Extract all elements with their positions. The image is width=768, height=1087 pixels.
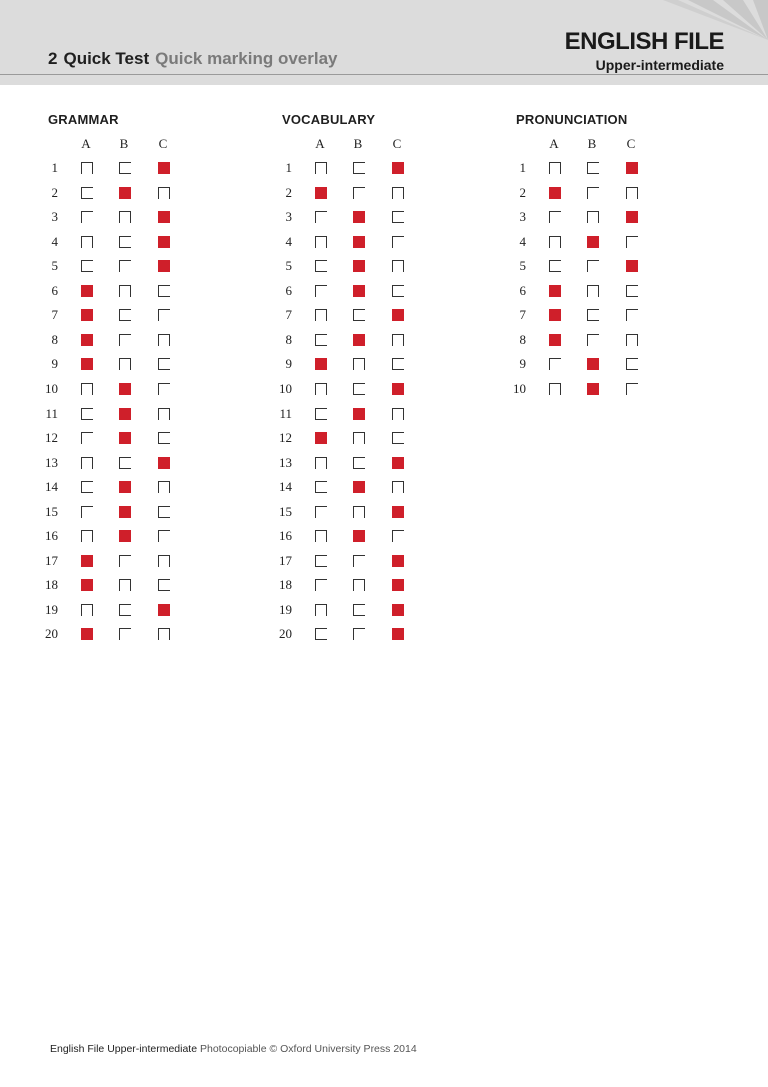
answer-box[interactable] bbox=[549, 236, 561, 248]
answer-box-marked[interactable] bbox=[158, 162, 170, 174]
answer-box-marked[interactable] bbox=[158, 211, 170, 223]
question-number: 5 bbox=[51, 258, 58, 274]
column-letter-a: A bbox=[81, 136, 91, 151]
question-number: 5 bbox=[285, 258, 292, 274]
answer-box[interactable] bbox=[81, 432, 93, 444]
answer-box[interactable] bbox=[158, 530, 170, 542]
answer-box-marked[interactable] bbox=[587, 358, 599, 370]
answer-box-marked[interactable] bbox=[81, 628, 93, 640]
answer-box[interactable] bbox=[81, 457, 93, 469]
answer-box[interactable] bbox=[158, 187, 170, 199]
answer-box-marked[interactable] bbox=[353, 211, 365, 223]
question-number: 12 bbox=[279, 430, 292, 446]
answer-box-marked[interactable] bbox=[392, 162, 404, 174]
test-title: Quick Test bbox=[63, 49, 150, 68]
brand-logo bbox=[565, 30, 724, 73]
answer-box[interactable] bbox=[158, 309, 170, 321]
answer-box[interactable] bbox=[119, 334, 131, 346]
page-footer bbox=[50, 1043, 417, 1055]
question-number: 4 bbox=[285, 233, 292, 249]
answer-box[interactable] bbox=[392, 187, 404, 199]
question-number: 20 bbox=[45, 626, 58, 642]
answer-box[interactable] bbox=[587, 285, 599, 297]
column-letter-c: C bbox=[392, 136, 402, 151]
answer-box[interactable] bbox=[549, 260, 561, 272]
answer-box[interactable] bbox=[353, 162, 365, 174]
answer-box-marked[interactable] bbox=[158, 457, 170, 469]
answer-box[interactable] bbox=[119, 211, 131, 223]
question-number: 16 bbox=[279, 528, 292, 544]
column-letter-b: B bbox=[587, 136, 597, 151]
answer-box-marked[interactable] bbox=[81, 579, 93, 591]
question-number: 9 bbox=[51, 356, 58, 372]
answer-box[interactable] bbox=[81, 187, 93, 199]
answer-box[interactable] bbox=[158, 285, 170, 297]
answer-box[interactable] bbox=[353, 309, 365, 321]
answer-box[interactable] bbox=[315, 285, 327, 297]
answer-box-marked[interactable] bbox=[119, 383, 131, 395]
answer-box[interactable] bbox=[81, 260, 93, 272]
answer-box[interactable] bbox=[315, 604, 327, 616]
answer-box[interactable] bbox=[119, 260, 131, 272]
section-heading-pronunciation: PRONUNCIATION bbox=[516, 112, 628, 127]
answer-box-marked[interactable] bbox=[549, 285, 561, 297]
column-letter-b: B bbox=[353, 136, 363, 151]
answer-box-marked[interactable] bbox=[392, 383, 404, 395]
answer-box[interactable] bbox=[587, 260, 599, 272]
answer-box-marked[interactable] bbox=[119, 530, 131, 542]
answer-box[interactable] bbox=[119, 579, 131, 591]
answer-box-marked[interactable] bbox=[81, 358, 93, 370]
answer-box[interactable] bbox=[119, 162, 131, 174]
question-number: 6 bbox=[51, 282, 58, 298]
question-number: 15 bbox=[279, 503, 292, 519]
page-header bbox=[0, 0, 768, 85]
answer-box[interactable] bbox=[315, 260, 327, 272]
answer-box-marked[interactable] bbox=[626, 211, 638, 223]
answer-box[interactable] bbox=[81, 506, 93, 518]
question-number: 13 bbox=[45, 454, 58, 470]
answer-box[interactable] bbox=[158, 358, 170, 370]
question-number: 11 bbox=[279, 405, 292, 421]
question-number: 7 bbox=[519, 307, 526, 323]
test-subtitle: Quick marking overlay bbox=[155, 49, 338, 68]
question-number: 7 bbox=[51, 307, 58, 323]
answer-box-marked[interactable] bbox=[353, 285, 365, 297]
question-number: 19 bbox=[45, 601, 58, 617]
question-number: 8 bbox=[51, 331, 58, 347]
section-heading-vocabulary: VOCABULARY bbox=[282, 112, 376, 127]
answer-box[interactable] bbox=[158, 383, 170, 395]
answer-box[interactable] bbox=[315, 334, 327, 346]
answer-box[interactable] bbox=[353, 358, 365, 370]
question-number: 18 bbox=[45, 577, 58, 593]
answer-box[interactable] bbox=[158, 579, 170, 591]
answer-box[interactable] bbox=[549, 211, 561, 223]
answer-box[interactable] bbox=[392, 530, 404, 542]
question-number: 3 bbox=[51, 209, 58, 225]
question-number: 15 bbox=[45, 503, 58, 519]
question-number: 13 bbox=[279, 454, 292, 470]
answer-box-marked[interactable] bbox=[549, 187, 561, 199]
question-number: 10 bbox=[279, 380, 292, 396]
answer-box[interactable] bbox=[353, 604, 365, 616]
answer-box[interactable] bbox=[81, 530, 93, 542]
question-number: 10 bbox=[513, 380, 526, 396]
answer-box-marked[interactable] bbox=[315, 432, 327, 444]
answer-box-marked[interactable] bbox=[587, 383, 599, 395]
answer-box[interactable] bbox=[587, 211, 599, 223]
header-divider bbox=[0, 74, 768, 75]
answer-box[interactable] bbox=[315, 457, 327, 469]
question-number: 4 bbox=[519, 233, 526, 249]
answer-box[interactable] bbox=[392, 260, 404, 272]
question-number: 6 bbox=[285, 282, 292, 298]
answer-box[interactable] bbox=[549, 358, 561, 370]
answer-box-marked[interactable] bbox=[119, 506, 131, 518]
answer-box[interactable] bbox=[353, 579, 365, 591]
answer-box[interactable] bbox=[81, 162, 93, 174]
footer-rights: Photocopiable © Oxford University Press 2014 bbox=[200, 1043, 417, 1055]
question-number: 17 bbox=[45, 552, 58, 568]
answer-box[interactable] bbox=[81, 408, 93, 420]
answer-box[interactable] bbox=[549, 383, 561, 395]
column-letter-b: B bbox=[119, 136, 129, 151]
answer-box[interactable] bbox=[392, 236, 404, 248]
answer-box[interactable] bbox=[119, 604, 131, 616]
unit-number: 2 bbox=[48, 49, 58, 68]
answer-box[interactable] bbox=[119, 236, 131, 248]
footer-book-title: English File Upper-intermediate bbox=[50, 1043, 198, 1055]
answer-box[interactable] bbox=[353, 457, 365, 469]
answer-box[interactable] bbox=[353, 555, 365, 567]
answer-box[interactable] bbox=[315, 530, 327, 542]
answer-box-marked[interactable] bbox=[119, 187, 131, 199]
answer-box[interactable] bbox=[81, 211, 93, 223]
answer-box[interactable] bbox=[119, 555, 131, 567]
answer-box[interactable] bbox=[119, 457, 131, 469]
question-number: 8 bbox=[285, 331, 292, 347]
answer-box[interactable] bbox=[353, 383, 365, 395]
answer-box[interactable] bbox=[353, 187, 365, 199]
question-number: 20 bbox=[279, 626, 292, 642]
answer-box[interactable] bbox=[392, 481, 404, 493]
column-letter-a: A bbox=[549, 136, 559, 151]
answer-box[interactable] bbox=[158, 628, 170, 640]
answer-box-marked[interactable] bbox=[392, 604, 404, 616]
answer-box[interactable] bbox=[626, 383, 638, 395]
answer-box[interactable] bbox=[119, 309, 131, 321]
question-number: 7 bbox=[285, 307, 292, 323]
answer-box-marked[interactable] bbox=[315, 187, 327, 199]
answer-box-marked[interactable] bbox=[158, 260, 170, 272]
question-number: 4 bbox=[51, 233, 58, 249]
answer-box[interactable] bbox=[315, 236, 327, 248]
answer-box[interactable] bbox=[81, 236, 93, 248]
answer-box-marked[interactable] bbox=[353, 481, 365, 493]
answer-box-marked[interactable] bbox=[81, 309, 93, 321]
brand-level: Upper-intermediate bbox=[595, 57, 724, 73]
question-number: 16 bbox=[45, 528, 58, 544]
question-number: 18 bbox=[279, 577, 292, 593]
question-number: 6 bbox=[519, 282, 526, 298]
answer-box[interactable] bbox=[158, 408, 170, 420]
question-number: 9 bbox=[285, 356, 292, 372]
answer-box-marked[interactable] bbox=[158, 236, 170, 248]
question-number: 11 bbox=[45, 405, 58, 421]
column-letter-a: A bbox=[315, 136, 325, 151]
answer-box[interactable] bbox=[626, 187, 638, 199]
answer-box[interactable] bbox=[587, 309, 599, 321]
question-number: 12 bbox=[45, 430, 58, 446]
answer-box[interactable] bbox=[81, 383, 93, 395]
answer-box[interactable] bbox=[392, 408, 404, 420]
answer-box[interactable] bbox=[626, 285, 638, 297]
answer-box[interactable] bbox=[587, 187, 599, 199]
question-number: 17 bbox=[279, 552, 292, 568]
question-number: 10 bbox=[45, 380, 58, 396]
answer-box-marked[interactable] bbox=[549, 309, 561, 321]
question-number: 1 bbox=[51, 160, 58, 175]
answer-box-marked[interactable] bbox=[626, 162, 638, 174]
answer-box[interactable] bbox=[315, 383, 327, 395]
answer-box[interactable] bbox=[158, 334, 170, 346]
answer-box[interactable] bbox=[315, 481, 327, 493]
question-number: 1 bbox=[285, 160, 292, 175]
answer-box-marked[interactable] bbox=[158, 604, 170, 616]
answer-box[interactable] bbox=[392, 211, 404, 223]
answer-box-marked[interactable] bbox=[626, 260, 638, 272]
question-number: 5 bbox=[519, 258, 526, 274]
answer-box[interactable] bbox=[587, 334, 599, 346]
column-letter-c: C bbox=[626, 136, 636, 151]
brand-name: ENGLISH FILE bbox=[564, 28, 724, 55]
answer-box[interactable] bbox=[315, 309, 327, 321]
answer-box[interactable] bbox=[81, 604, 93, 616]
question-number: 2 bbox=[285, 184, 292, 200]
answer-box-marked[interactable] bbox=[353, 334, 365, 346]
answer-box-marked[interactable] bbox=[81, 285, 93, 297]
answer-box[interactable] bbox=[353, 432, 365, 444]
answer-box[interactable] bbox=[158, 506, 170, 518]
answer-box[interactable] bbox=[392, 285, 404, 297]
answer-box-marked[interactable] bbox=[587, 236, 599, 248]
answer-box[interactable] bbox=[158, 555, 170, 567]
question-number: 1 bbox=[519, 160, 526, 175]
answer-box-marked[interactable] bbox=[392, 506, 404, 518]
answer-box-marked[interactable] bbox=[353, 236, 365, 248]
answer-box[interactable] bbox=[392, 334, 404, 346]
answer-box[interactable] bbox=[81, 481, 93, 493]
answer-box[interactable] bbox=[353, 506, 365, 518]
answer-box-marked[interactable] bbox=[353, 530, 365, 542]
answer-box-marked[interactable] bbox=[392, 579, 404, 591]
question-number: 3 bbox=[519, 209, 526, 225]
answer-box[interactable] bbox=[158, 481, 170, 493]
answer-box[interactable] bbox=[626, 309, 638, 321]
question-number: 9 bbox=[519, 356, 526, 372]
answer-box[interactable] bbox=[119, 628, 131, 640]
answer-box-marked[interactable] bbox=[119, 432, 131, 444]
answer-box[interactable] bbox=[587, 162, 599, 174]
answer-box-marked[interactable] bbox=[392, 555, 404, 567]
column-letter-c: C bbox=[158, 136, 168, 151]
answer-box-marked[interactable] bbox=[392, 457, 404, 469]
question-number: 8 bbox=[519, 331, 526, 347]
question-number: 2 bbox=[51, 184, 58, 200]
answer-box-marked[interactable] bbox=[549, 334, 561, 346]
question-number: 2 bbox=[519, 184, 526, 200]
section-heading-grammar: GRAMMAR bbox=[48, 112, 119, 127]
answer-box[interactable] bbox=[315, 162, 327, 174]
answer-box-marked[interactable] bbox=[353, 408, 365, 420]
answer-box-marked[interactable] bbox=[392, 628, 404, 640]
answer-box[interactable] bbox=[315, 211, 327, 223]
question-number: 3 bbox=[285, 209, 292, 225]
question-number: 14 bbox=[279, 479, 292, 495]
answer-box[interactable] bbox=[315, 555, 327, 567]
answer-box[interactable] bbox=[392, 358, 404, 370]
answer-box[interactable] bbox=[119, 285, 131, 297]
answer-box[interactable] bbox=[119, 358, 131, 370]
answer-box[interactable] bbox=[315, 579, 327, 591]
answer-box[interactable] bbox=[626, 334, 638, 346]
question-number: 14 bbox=[45, 479, 58, 495]
answer-box-marked[interactable] bbox=[315, 358, 327, 370]
answer-box-marked[interactable] bbox=[81, 555, 93, 567]
answer-box[interactable] bbox=[315, 628, 327, 640]
answer-box-marked[interactable] bbox=[119, 481, 131, 493]
answer-box-marked[interactable] bbox=[81, 334, 93, 346]
answer-box-marked[interactable] bbox=[119, 408, 131, 420]
page-title bbox=[48, 49, 338, 69]
answer-box[interactable] bbox=[158, 432, 170, 444]
answer-box[interactable] bbox=[549, 162, 561, 174]
answer-box[interactable] bbox=[353, 628, 365, 640]
question-number: 19 bbox=[279, 601, 292, 617]
answer-box[interactable] bbox=[315, 408, 327, 420]
answer-box[interactable] bbox=[392, 432, 404, 444]
answer-box-marked[interactable] bbox=[392, 309, 404, 321]
answer-box[interactable] bbox=[626, 236, 638, 248]
answer-box[interactable] bbox=[315, 506, 327, 518]
answer-box-marked[interactable] bbox=[353, 260, 365, 272]
answer-box[interactable] bbox=[626, 358, 638, 370]
